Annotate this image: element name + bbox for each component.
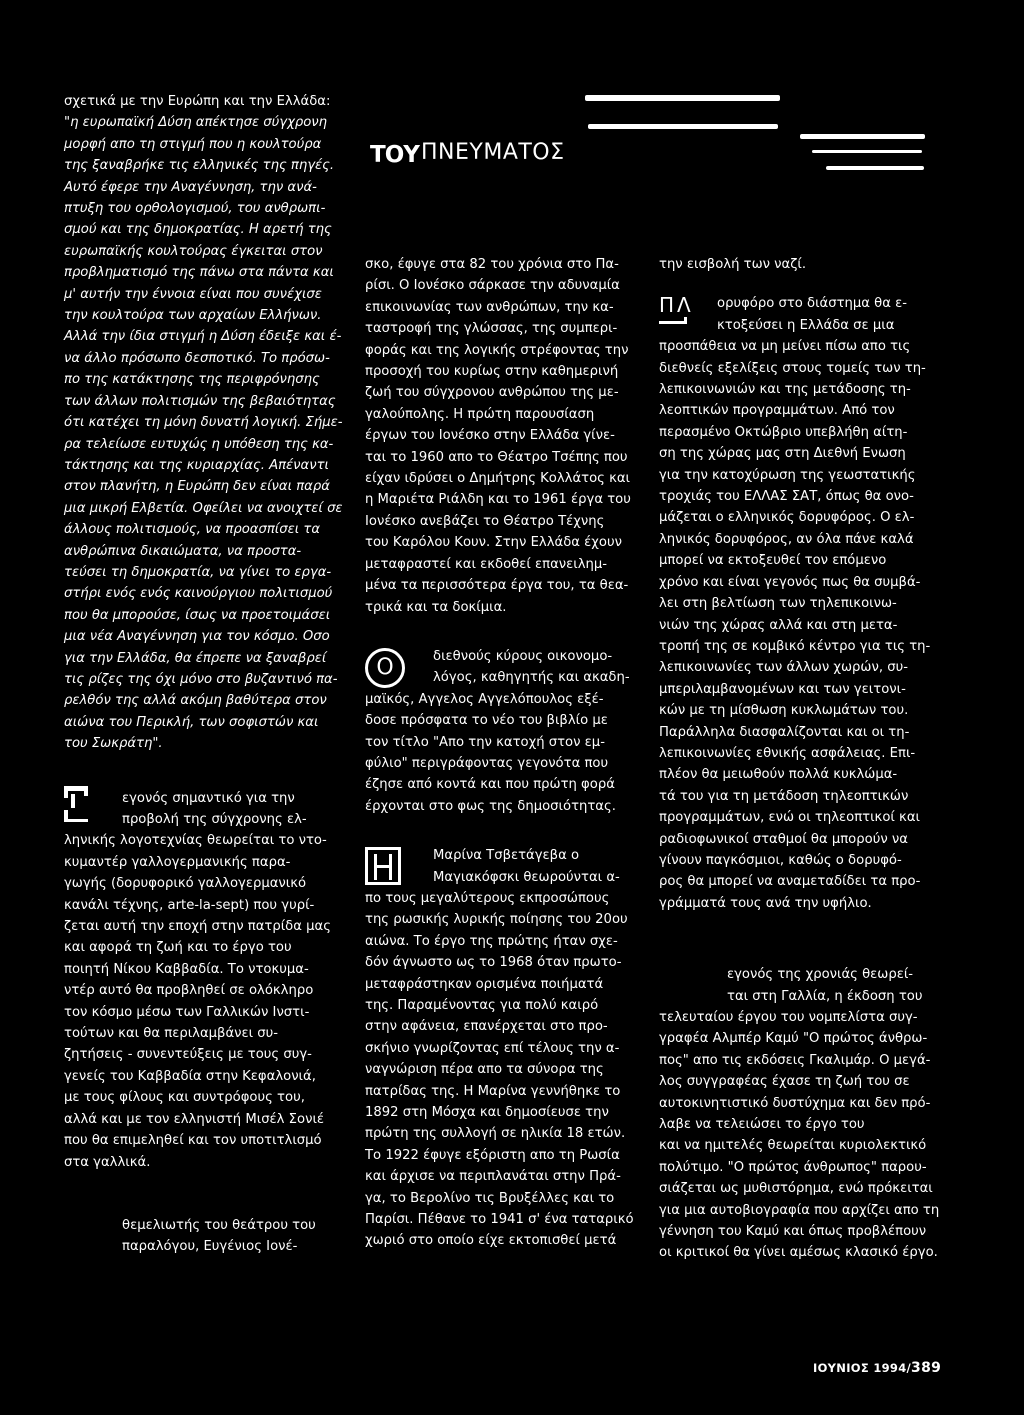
text-line: παραλόγου, Ευγένιος Ιονέ- [122, 1239, 298, 1255]
text-line: μπορεί να εκτοξευθεί τον επόμενο [659, 553, 887, 569]
text-line: για μια αυτοβιογραφία που αρχίζει απο τη [659, 1202, 940, 1218]
text-line: λαβε να τελειώσει το έργο του [659, 1117, 865, 1133]
text-line: η Μαριέτα Ριάλδη και το 1961 έργα του [365, 492, 631, 508]
page-footer [813, 1360, 941, 1376]
text-line: ότι κατέχει τη μόνη δυνατή λογική. Σήμε- [64, 415, 343, 431]
text-line: μεταφράστηκαν ορισμένα ποιήματά [365, 976, 604, 992]
text-line: γέννηση του Καμύ και όπως προβλέπουν [659, 1224, 927, 1240]
text-line: Αλλά την ίδια στιγμή η Δύση έδειξε και έ- [64, 329, 342, 345]
article-satellite [659, 293, 964, 914]
text-line: μορφή απο τη στιγμή που η κουλτούρα [64, 136, 322, 152]
text-line: νιών της χώρας αλλά και στη μετα- [659, 617, 898, 633]
text-line: χωριό στο οποίο είχε εκτοπισθεί μετά [365, 1233, 617, 1249]
text-line: εγονός σημαντικό για την [122, 790, 295, 806]
text-line: Ιονέσκο ανεβάζει το Θέατρο Τέχνης [365, 513, 605, 529]
text-line: ληνικός δορυφόρος, αν όλα πάνε καλά [659, 531, 914, 547]
text-line: ρα τελείωσε ευτυχώς η υπόθεση της κα- [64, 436, 334, 452]
text-line: στον πλανήτη, η Ευρώπη δεν είναι παρά [64, 479, 330, 495]
text-line: μάζεται ο ελληνικός δορυφόρος. Ο ελ- [659, 510, 915, 526]
text-line: ορυφόρο στο διάστημα θα ε- [717, 296, 908, 312]
text-line: γωγής (δορυφορικό γαλλογερμανικό [64, 876, 307, 892]
text-line: ραδιοφωνικοί σταθμοί θα μπορούν να [659, 831, 908, 847]
text-line: μια νέα Αναγέννηση για τον κόσμο. Οσο [64, 629, 330, 645]
text-line: γα, το Βερολίνο τις Βρυξέλλες και το [365, 1190, 615, 1206]
text-line: ζεται αυτή την εποχή στην πατρίδα μας [64, 919, 331, 935]
text-line: διεθνούς κύρους οικονομο- [433, 648, 613, 664]
text-line: είχαν ιδρύσει ο Δημήτρης Κολλάτος και [365, 471, 631, 487]
text-line: να άλλο πρόσωπο δεσποτικό. Το πρόσω- [64, 350, 330, 366]
text-line: σμού και της δημοκρατίας. Η αρετή της [64, 222, 332, 238]
text-line: επικοινωνίας των ανθρώπων, την κα- [365, 299, 614, 315]
header-rule [588, 124, 778, 129]
text-line: και αφορά τη ζωή και το έργο του [64, 940, 292, 956]
text-line: έργων του Ιονέσκο στην Ελλάδα γίνε- [365, 428, 615, 444]
text-line: σκήνιο γνωρίζοντας επί τέλους την α- [365, 1040, 620, 1056]
article-satellite-end [659, 254, 964, 275]
header-rule [812, 150, 922, 153]
text-line: πατρίδας της. Η Μαρίνα γεννήθηκε το [365, 1083, 621, 1099]
text-line: περασμένο Οκτώβριο υπεβλήθη αίτη- [659, 424, 908, 440]
text-line: Αυτό έφερε την Αναγέννηση, την ανά- [64, 179, 317, 195]
text-line: ται στη Γαλλία, η έκδοση του [727, 988, 923, 1004]
text-line: προσοχή του κυρίως στην καθημερινή [365, 364, 619, 380]
article-camus [659, 964, 964, 1264]
text-line: σκο, έφυγε στα 82 του χρόνια στο Πα- [365, 257, 619, 272]
article-europe [64, 91, 364, 755]
drop-cap-gamma [64, 786, 96, 822]
text-line: θεμελιωτής του θεάτρου του [122, 1217, 316, 1233]
text-line: της. Παραμένοντας για πολύ καιρό [365, 998, 599, 1013]
footer-issue: ΙΟΥΝΙΟΣ 1994/ [813, 1361, 912, 1375]
text-line: μεταφραστεί και εκδοθεί επανειλημ- [365, 556, 608, 572]
text-line: και άρχισε να περιπλανάται στην Πρά- [365, 1169, 621, 1185]
text-line: μια μικρή Ελβετία. Οφείλει να ανοιχτεί σε [64, 500, 343, 516]
text-line: εγονός της χρονιάς θεωρεί- [727, 967, 914, 983]
text-line: πος" απο τις εκδόσεις Γκαλιμάρ. Ο μεγά- [659, 1052, 931, 1068]
text-line: Παράλληλα διασφαλίζονται και οι τη- [659, 724, 910, 740]
text-line: λος συγγραφέας έχασε τη ζωή του σε [659, 1074, 910, 1090]
text-line: οι κριτικοί θα γίνει αμέσως κλασικό έργο. [659, 1245, 938, 1261]
text-line: των άλλων πολιτισμών της βεβαιότητας [64, 393, 336, 409]
text-line: Μαρίνα Τσβετάγεβα ο [433, 848, 580, 864]
text-line: τελευταίου έργου του νομπελίστα συγ- [659, 1010, 918, 1025]
text-line: δοσε πρόσφατα το νέο του βιβλίο με [365, 713, 608, 729]
article-tsvetaeva [365, 845, 655, 1252]
text-line: τον κόσμο μέσω των Γαλλικών Ινστι- [64, 1004, 310, 1020]
text-line: πο τους μεγαλύτερους εκπροσώπους [365, 890, 610, 906]
drop-cap-eta [365, 847, 401, 885]
article-angelopoulos [365, 646, 655, 817]
drop-cap-o: Ο [365, 648, 405, 688]
text-line: γαλούπολης. Η πρώτη παρουσίαση [365, 406, 595, 422]
text-line: γράμματά τους ανά την υφήλιο. [659, 895, 872, 911]
text-line: κανάλι τέχνης, arte-la-sept) που γυρί- [64, 897, 315, 913]
text-line: ση της χώρας μας στη Διεθνή Ενωση [659, 446, 906, 462]
text-line: κών με τη μίσθωση κυκλωμάτων του. [659, 703, 909, 719]
text-line: αυτοκινητιστικό δυστύχημα και δεν πρό- [659, 1095, 931, 1111]
text-line: "η ευρωπαϊκή Δύση απέκτησε σύγχρονη [64, 115, 328, 131]
text-line: έρχονται στο φως της δημοσιότητας. [365, 798, 616, 814]
text-line: τροπή της σε κομβικό κέντρο για τις τη- [659, 638, 931, 654]
text-line: που θα μπορούσε, ίσως να προετοιμάσει [64, 607, 331, 623]
text-line: τον τίτλο "Απο την κατοχή στον εμ- [365, 734, 605, 750]
text-line: ποιητή Νίκου Καββαδία. Το ντοκυμα- [64, 961, 309, 977]
text-line: την εισβολή των ναζί. [659, 257, 807, 272]
text-line: στην αφάνεια, επανέρχεται στο προ- [365, 1019, 608, 1035]
text-line: φύλιο" περιγράφοντας γεγονότα που [365, 755, 609, 771]
text-line: λεπικοινωνίες των άλλων χωρών, συ- [659, 660, 908, 676]
text-line: λόγος, καθηγητής και ακαδη- [433, 670, 630, 686]
text-line: τούτων και θα περιλαμβάνει συ- [64, 1026, 279, 1042]
text-line: για την κατοχύρωση της γεωστατικής [659, 467, 916, 483]
text-line: του Καρόλου Κουν. Στην Ελλάδα έχουν [365, 535, 622, 551]
text-line: αλλά και με τον ελληνιστή Μισέλ Σονιέ [64, 1111, 325, 1127]
text-line: προβληματισμό της πάνω στα πάντα και [64, 265, 334, 281]
text-line: διεθνείς εξελίξεις στους τομείς των τη- [659, 360, 926, 376]
text-line: χρόνο και είναι γεγονός πως θα συμβά- [659, 574, 921, 590]
text-line: λεπικοινωνίες εθνικής ασφάλειας. Επι- [659, 745, 916, 761]
text-line: και να ημιτελές θεωρείται κυριολεκτικό [659, 1138, 927, 1154]
text-line: αιώνα. Το έργο της πρώτης ήταν σχε- [365, 933, 618, 949]
text-line: στα γαλλικά. [64, 1154, 151, 1170]
text-line: τεύσει τη δημοκρατία, να γίνει το εργα- [64, 564, 332, 580]
text-line: στήρι ενός ενός καινούργιου πολιτισμού [64, 586, 333, 602]
text-line: ται το 1960 απο το Θέατρο Τσέπης που [365, 449, 628, 465]
header-title: ΠΝΕΥΜΑΤΟΣ [421, 140, 565, 165]
text-line: προβολή της σύγχρονης ελ- [122, 812, 307, 827]
text-line: ναγνώριση πέρα απο τα σύνορα της [365, 1062, 604, 1078]
header-rule [585, 95, 780, 101]
text-line: σιάζεται ως μυθιστόρημα, ενώ πρόκειται [659, 1181, 933, 1197]
text-line: τά του για τη μετάδοση τηλεοπτικών [659, 788, 909, 804]
text-line: αιώνα του Περικλή, των σοφιστών και [64, 714, 319, 730]
text-line: ζωή του σύγχρονου ανθρώπου της με- [365, 385, 619, 401]
text-line: πλέον θα μειωθούν πολλά κυκλώμα- [659, 767, 898, 783]
text-line: τις ρίζες της όχι μόνο στο βυζαντινό πα- [64, 671, 338, 687]
text-line: λει στη βελτίωση των τηλεπικοινω- [659, 596, 897, 612]
text-line: ρίσι. Ο Ιονέσκο σάρκασε την αδυναμία [365, 278, 620, 294]
text-line: του Σωκράτη". [64, 736, 163, 752]
text-line: λεοπτικών προγραμμάτων. Από τον [659, 403, 895, 419]
header-rule [800, 134, 925, 139]
text-line: μπεριλαμβανομένων και των γειτονι- [659, 681, 906, 697]
header-rule [826, 166, 924, 170]
text-line: γραφέα Αλμπέρ Καμύ "Ο πρώτος άνθρω- [659, 1031, 928, 1047]
text-line: άλλους πολιτισμούς, να προασπίσει τα [64, 522, 321, 538]
text-line: έζησε από κοντά και που πρώτη φορά [365, 777, 615, 793]
text-line: πτυξη του ορθολογισμού, του ανθρωπι- [64, 201, 326, 217]
text-line: την κουλτούρα των αρχαίων Ελλήνων. [64, 308, 322, 324]
article-kavvadias [64, 788, 364, 1173]
text-line: γίνουν παγκόσμιοι, καθώς ο δορυφό- [659, 852, 902, 868]
text-line: πρώτη της συλλογή σε ηλικία 18 ετών. [365, 1126, 626, 1142]
text-line: πολύτιμο. "Ο πρώτος άνθρωπος" παρου- [659, 1159, 927, 1175]
page-number: 389 [911, 1360, 942, 1376]
text-line: Παρίσι. Πέθανε το 1941 σ' ένα ταταρικό [365, 1212, 634, 1228]
text-line: της ρωσικής λυρικής ποίησης του 20ου [365, 912, 628, 928]
text-line: προγραμμάτων, ενώ οι τηλεοπτικοί και [659, 810, 920, 826]
article-ionesco [365, 254, 655, 618]
text-line: φοράς και της λογικής στρέφοντας την [365, 342, 629, 358]
column-left [64, 91, 364, 1258]
column-right [659, 254, 964, 1264]
text-line: κτοξεύσει η Ελλάδα σε μια [717, 317, 895, 333]
text-line: 1892 στη Μόσχα και δημοσίευσε την [365, 1105, 609, 1121]
text-line: ευρωπαϊκής κουλτούρας έγκειται στον [64, 243, 323, 259]
text-line: προσπάθεια να μη μείνει πίσω απο τις [659, 339, 911, 355]
text-line: μ' αυτήν την έννοια είναι που συνέχισε [64, 286, 322, 302]
text-line: ληνικής λογοτεχνίας θεωρείται το ντο- [64, 833, 327, 849]
text-line: ζητήσεις - συνεντεύξεις με τους συγ- [64, 1047, 312, 1063]
text-line: της ξαναβρήκε τις ελληνικές της πηγές. [64, 158, 335, 174]
text-line: κυμαντέρ γαλλογερμανικής παρα- [64, 854, 291, 870]
text-line: τρικά και τα δοκίμια. [365, 599, 507, 615]
article-ionesco-start [64, 1215, 364, 1258]
text-line: που θα επιμεληθεί και τον υποτιτλισμό [64, 1133, 322, 1149]
text-line: γενείς του Καββαδία στην Κεφαλονιά, [64, 1068, 316, 1084]
text-line: ρος θα μπορεί να αναμεταδίδει τα προ- [659, 874, 921, 890]
text-line: ντέρ αυτό θα προβληθεί σε ολόκληρο [64, 983, 314, 999]
drop-cap-delta: ΠΛ [659, 295, 715, 329]
text-line: τροχιάς του ΕΛΛΑΣ ΣΑΤ, όπως θα ονο- [659, 489, 914, 505]
text-line: λεπικοινωνιών και της μετάδοσης τη- [659, 382, 911, 398]
text-line: δόν άγνωστο ως το 1968 όταν πρωτο- [365, 955, 622, 971]
text-line: για την Ελλάδα, θα έπρεπε να ξαναβρεί [64, 650, 327, 666]
text-line: μένα τα περισσότερα έργα του, τα θεα- [365, 578, 629, 594]
text-line: ρελθόν της αλλά ακόμη βαθύτερα στον [64, 693, 327, 709]
text-line: μαϊκός, Αγγελος Αγγελόπουλος εξέ- [365, 691, 604, 707]
text-line: τάκτησης και της κυριαρχίας. Απέναντι [64, 457, 329, 473]
text-line: ταστροφή της γλώσσας, της συμπερι- [365, 321, 618, 337]
column-middle [365, 254, 655, 1252]
text-line: Το 1922 έφυγε εξόριστη απο τη Ρωσία [365, 1147, 620, 1163]
text-line: σχετικά με την Ευρώπη και την Ελλάδα: [64, 94, 331, 109]
text-line: ανθρώπινα δικαιώματα, να προστα- [64, 543, 302, 559]
text-line: πο της κατάκτησης της περιφρόνησης [64, 372, 320, 388]
text-line: Μαγιακόφσκι θεωρούνται α- [433, 869, 620, 885]
text-line: με τους φίλους και συντρόφους του, [64, 1090, 305, 1106]
header-tou: ΤΟΥ [370, 142, 419, 168]
